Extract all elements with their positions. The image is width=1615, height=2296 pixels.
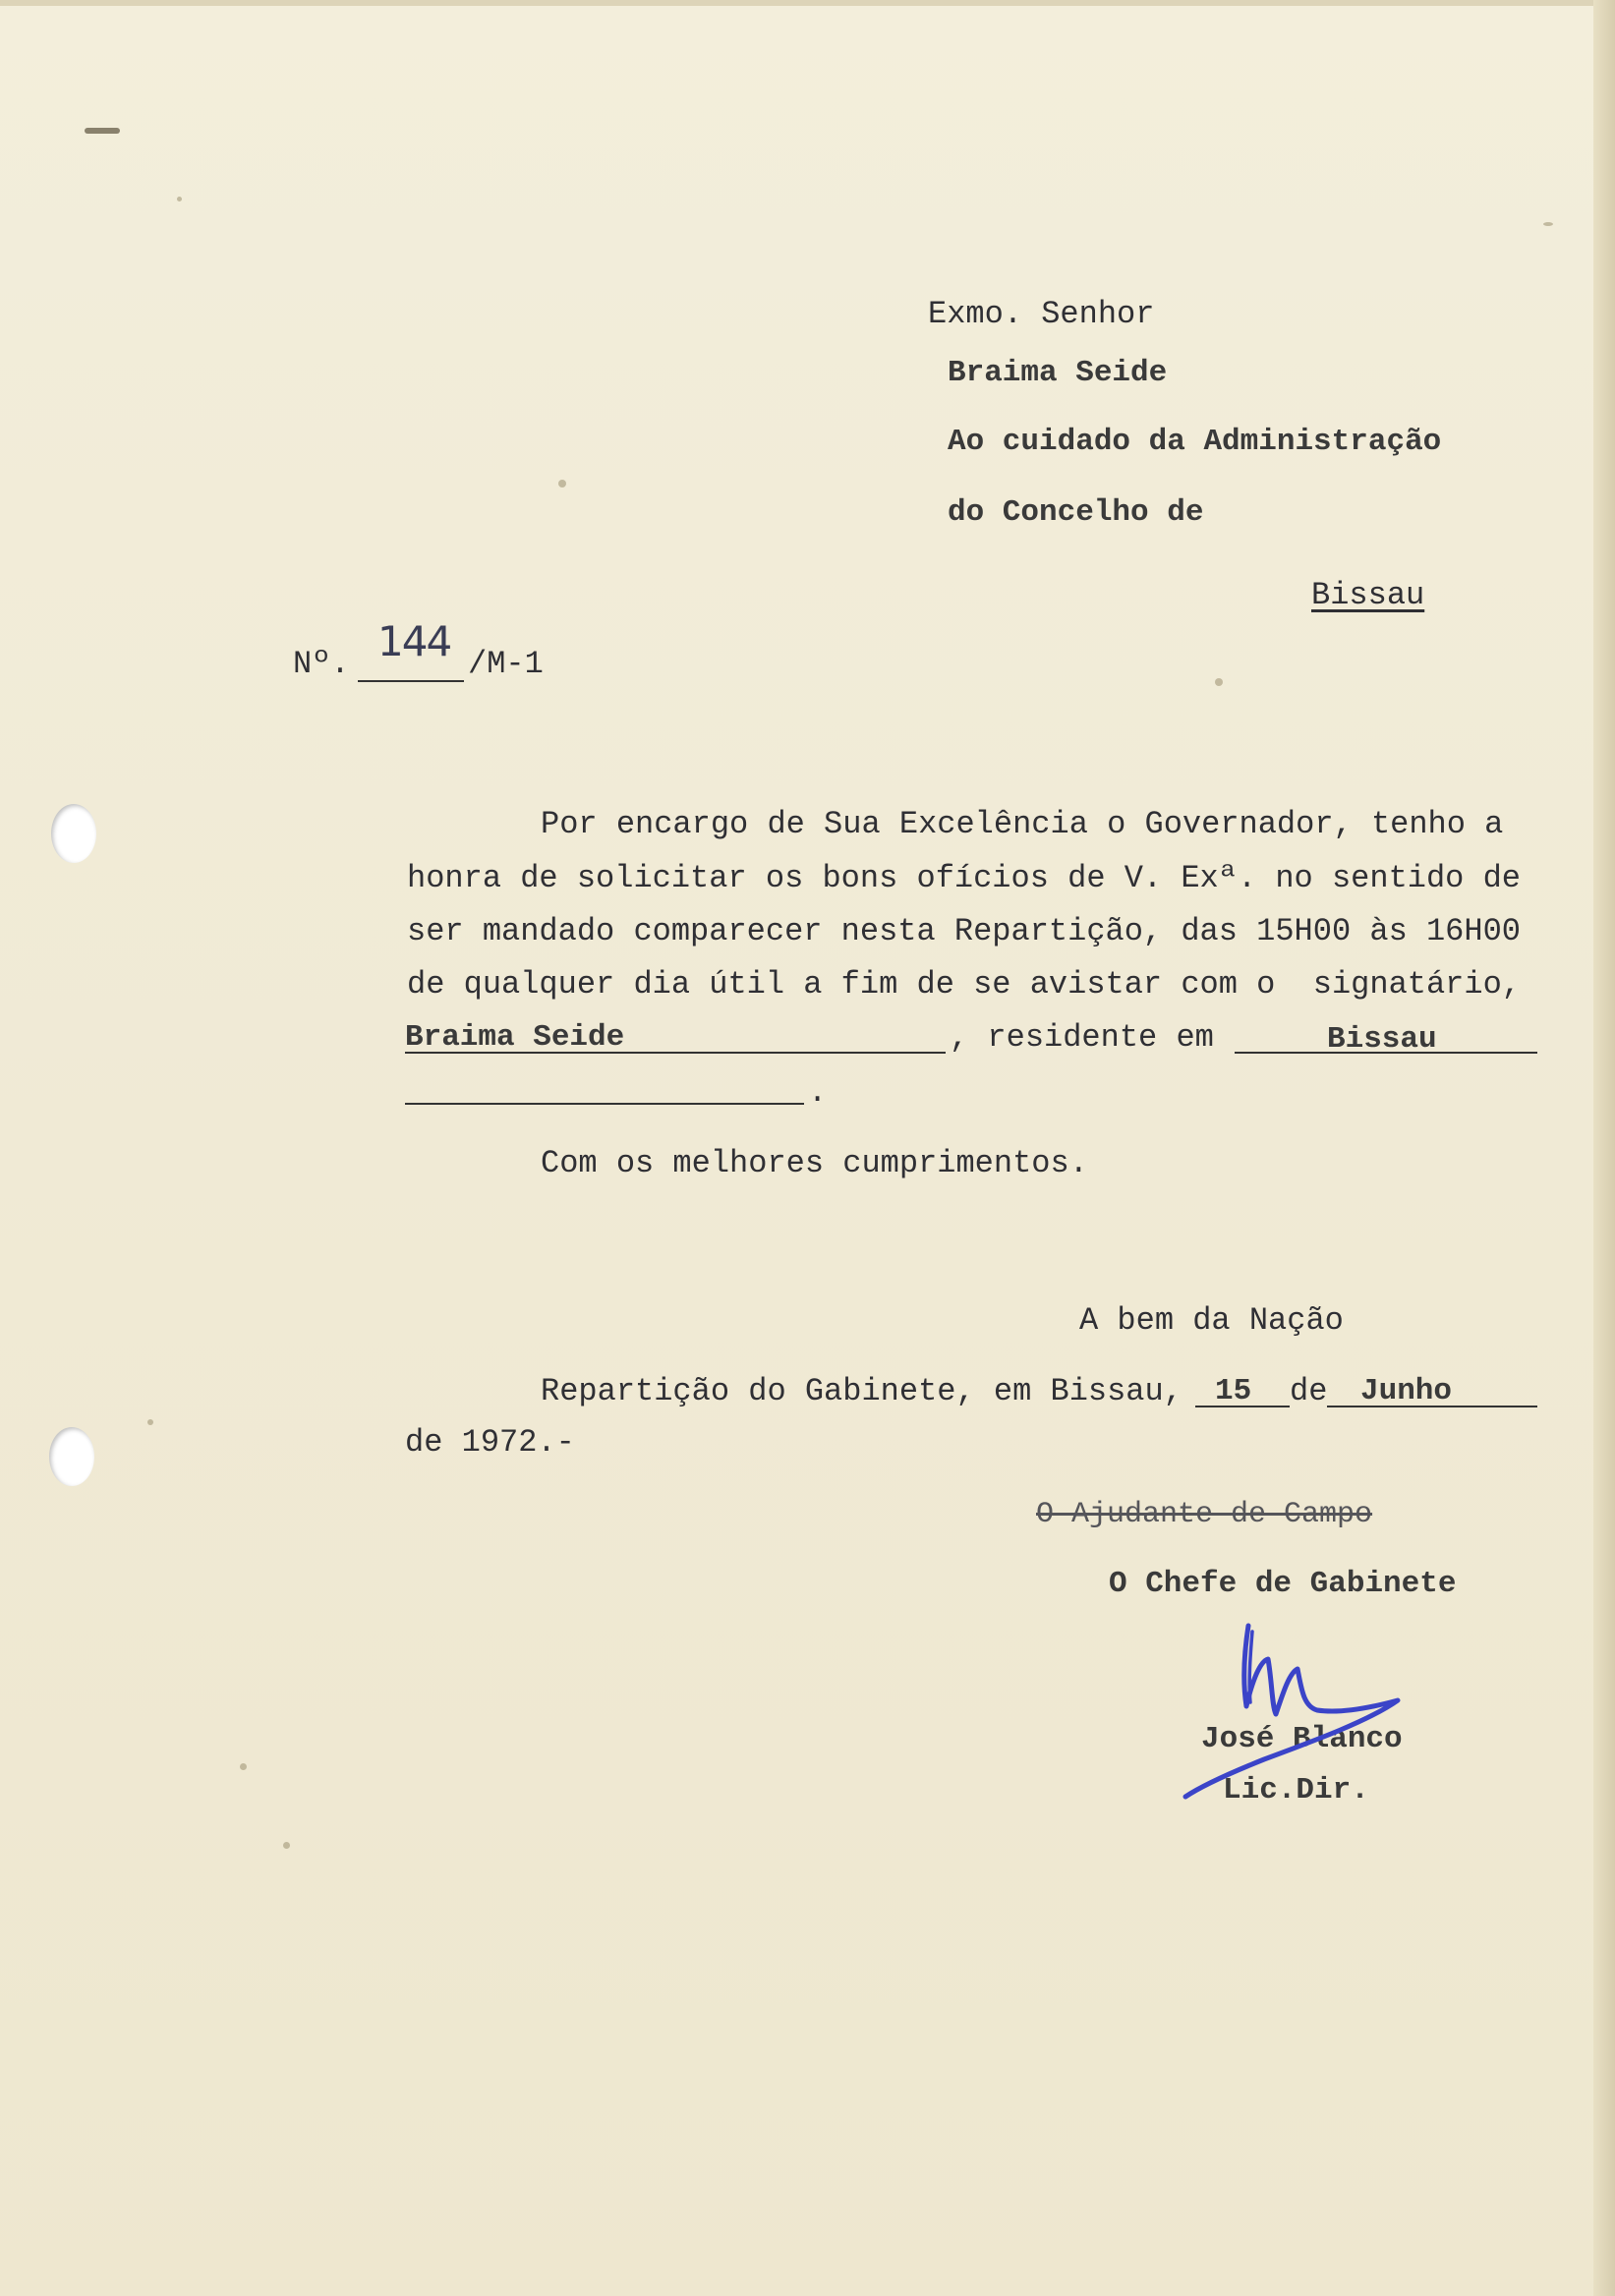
body-line-1: Por encargo de Sua Excelência o Governador, tenho a [541,806,1504,842]
person-name-line [405,1052,946,1054]
signer-qualifier: Lic.Dir. [1223,1773,1369,1808]
reference-suffix: /M-1 [468,646,544,682]
recipient-name: Braima Seide [948,356,1168,390]
regards: Com os melhores cumprimentos. [541,1145,1088,1181]
reference-number-handwritten: 144 [377,617,451,665]
body-person-name: Braima Seide [405,1020,625,1055]
dateline-month: Junho [1360,1374,1453,1408]
struck-title: O Ajudante de Campo [1036,1498,1373,1531]
reference-number-line [358,680,464,682]
paper-speck [1543,222,1553,226]
dateline-year: de 1972.- [405,1424,575,1461]
punch-hole-upper [51,804,96,863]
continuation-dot: . [808,1074,828,1111]
paper-speck [283,1842,290,1849]
recipient-place: Bissau [1311,577,1425,613]
body-line-4: de qualquer dia útil a fim de se avistar com o signatário, [407,966,1521,1003]
paper-speck [177,197,182,201]
salutation: Exmo. Senhor [928,296,1155,332]
body-line-3: ser mandado comparecer nesta Repartição, das 15H00 às 16H00 [407,913,1521,949]
body-line-2: honra de solicitar os bons ofícios de V. Exª. no sentido de [407,860,1521,896]
dateline-de: de [1290,1373,1328,1409]
handwritten-signature [1170,1612,1425,1808]
care-of-line-2: do Concelho de [948,495,1204,530]
care-of-line-1: Ao cuidado da Administração [948,425,1442,459]
reference-prefix: Nº. [293,646,350,682]
signer-name: José Blanco [1201,1722,1403,1756]
paper-speck [85,128,120,134]
valediction: A bem da Nação [1079,1302,1344,1339]
residence-label: , residente em [950,1019,1214,1056]
signature-title: O Chefe de Gabinete [1109,1567,1457,1601]
paper-right-edge [1593,0,1615,2296]
paper-speck [147,1419,153,1425]
paper-speck [558,480,566,488]
continuation-line [405,1103,804,1105]
dateline-day: 15 [1215,1374,1252,1408]
paper-speck [240,1763,247,1770]
paper-top-edge [0,0,1615,6]
paper-speck [1215,678,1223,686]
residence-value: Bissau [1327,1022,1437,1057]
punch-hole-lower [49,1427,94,1486]
dateline-prefix: Repartição do Gabinete, em Bissau, [541,1373,1182,1409]
